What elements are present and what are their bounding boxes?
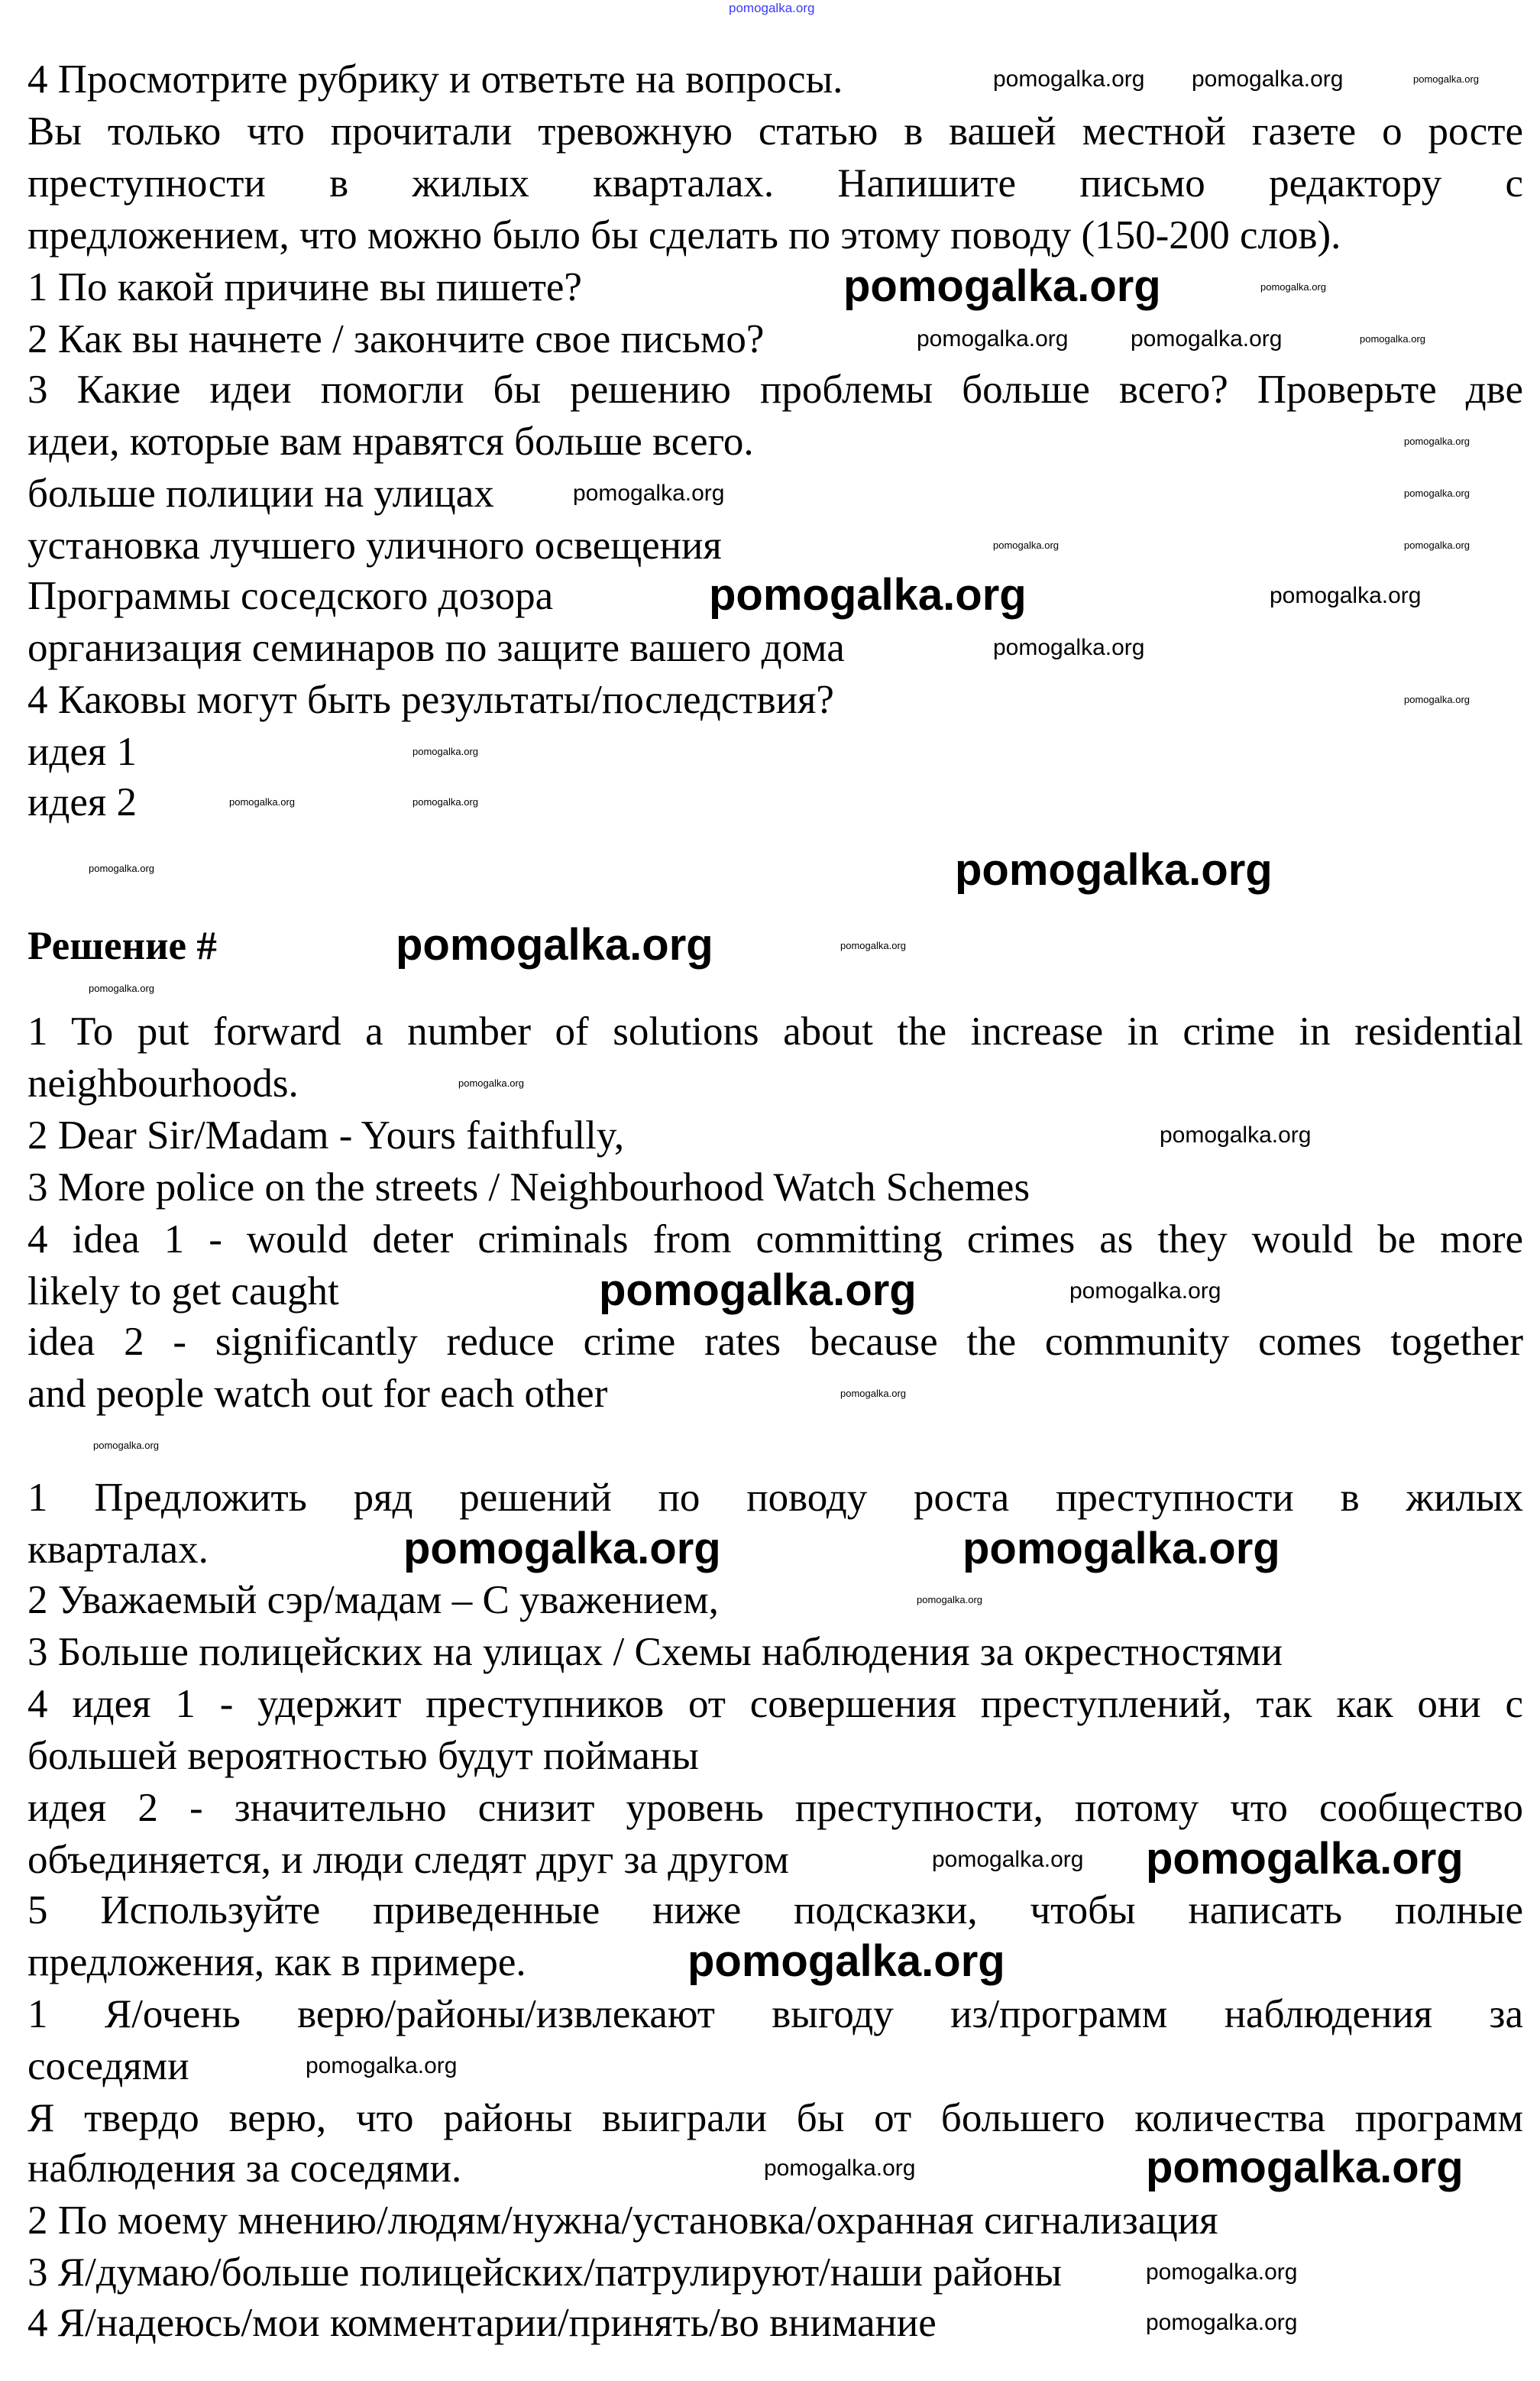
answer-line-ru: идея 2 - значительно снизит уровень преступности, потому что сообщество — [28, 1786, 1523, 1830]
watermark: pomogalka.org — [1260, 281, 1326, 293]
answer-line: 4 idea 1 - would deter criminals from committing crimes as they would be more — [28, 1217, 1523, 1262]
task-title: 4 Просмотрите рубрику и ответьте на вопросы. — [28, 57, 843, 102]
watermark: pomogalka.org — [1131, 326, 1283, 351]
watermark: pomogalka.org — [709, 570, 1027, 620]
task-line: предложением, что можно было бы сделать по этому поводу (150-200 слов). — [28, 213, 1341, 258]
watermark: pomogalka.org — [993, 635, 1145, 660]
answer-line-ru: 4 идея 1 - удержит преступников от совершения преступлений, так как они с — [28, 1682, 1523, 1726]
idea-2-label: идея 2 — [28, 780, 137, 824]
answer-line-ru: 2 Уважаемый сэр/мадам – С уважением, — [28, 1578, 719, 1622]
watermark: pomogalka.org — [1413, 73, 1479, 85]
answer-line-ru: 3 Больше полицейских на улицах / Схемы наблюдения за окрестностями — [28, 1630, 1283, 1674]
watermark: pomogalka.org — [1404, 539, 1470, 551]
question-3: 3 Какие идеи помогли бы решению проблемы больше всего? Проверьте две — [28, 368, 1523, 412]
watermark: pomogalka.org — [1270, 583, 1422, 608]
watermark: pomogalka.org — [962, 1524, 1280, 1573]
watermark: pomogalka.org — [1146, 2260, 1298, 2285]
watermark: pomogalka.org — [917, 326, 1069, 351]
option-item: установка лучшего уличного освещения — [28, 523, 722, 568]
question-1: 1 По какой причине вы пишете? — [28, 265, 582, 309]
watermark: pomogalka.org — [412, 746, 478, 757]
watermark: pomogalka.org — [1069, 1278, 1221, 1304]
watermark: pomogalka.org — [1404, 488, 1470, 499]
option-item: Программы соседского дозора — [28, 574, 554, 618]
watermark: pomogalka.org — [688, 1936, 1005, 1986]
watermark: pomogalka.org — [458, 1077, 524, 1089]
watermark: pomogalka.org — [917, 1594, 982, 1605]
watermark: pomogalka.org — [993, 539, 1059, 551]
watermark: pomogalka.org — [843, 261, 1161, 311]
answer-line-ru: объединяется, и люди следят друг за другом — [28, 1838, 789, 1882]
watermark: pomogalka.org — [306, 2053, 458, 2078]
exercise-5-line: соседями — [28, 2044, 189, 2088]
question-4: 4 Каковы могут быть результаты/последствия? — [28, 678, 834, 722]
answer-line: 3 More police on the streets / Neighbourhood Watch Schemes — [28, 1165, 1030, 1210]
answer-line: neighbourhoods. — [28, 1061, 299, 1106]
watermark: pomogalka.org — [396, 920, 713, 970]
exercise-5-title-cont: предложения, как в примере. — [28, 1940, 526, 1984]
watermark: pomogalka.org — [1404, 436, 1470, 447]
watermark: pomogalka.org — [93, 1440, 159, 1451]
task-line: преступности в жилых кварталах. Напишите письмо редактору с — [28, 161, 1523, 206]
answer-line: idea 2 - significantly reduce crime rates because the community comes together — [28, 1320, 1523, 1364]
watermark: pomogalka.org — [840, 940, 906, 951]
answer-line-ru: кварталах. — [28, 1527, 209, 1572]
option-item: организация семинаров по защите вашего дома — [28, 626, 845, 670]
exercise-5-line: наблюдения за соседями. — [28, 2146, 462, 2191]
exercise-5-line: 2 По моему мнению/людям/нужна/установка/охранная сигнализация — [28, 2198, 1218, 2243]
answer-line: 2 Dear Sir/Madam - Yours faithfully, — [28, 1113, 625, 1158]
watermark: pomogalka.org — [573, 481, 725, 506]
question-3-cont: идеи, которые вам нравятся больше всего. — [28, 420, 754, 464]
answer-line-ru: большей вероятностью будут пойманы — [28, 1734, 699, 1778]
idea-1-label: идея 1 — [28, 730, 137, 774]
exercise-5-title: 5 Используйте приведенные ниже подсказки, чтобы написать полные — [28, 1888, 1523, 1932]
watermark: pomogalka.org — [840, 1388, 906, 1399]
watermark: pomogalka.org — [1192, 66, 1344, 92]
exercise-5-line: Я твердо верю, что районы выиграли бы от большего количества программ — [28, 2096, 1523, 2140]
watermark: pomogalka.org — [932, 1847, 1084, 1872]
watermark: pomogalka.org — [1404, 694, 1470, 705]
option-item: больше полиции на улицах — [28, 471, 494, 516]
answer-line-ru: 1 Предложить ряд решений по поводу роста преступности в жилых — [28, 1476, 1523, 1520]
watermark: pomogalka.org — [993, 66, 1145, 92]
watermark: pomogalka.org — [89, 863, 154, 874]
watermark: pomogalka.org — [599, 1265, 917, 1315]
solution-heading: Решение # — [28, 924, 217, 968]
watermark: pomogalka.org — [403, 1524, 721, 1573]
watermark: pomogalka.org — [955, 845, 1273, 895]
watermark: pomogalka.org — [1160, 1122, 1312, 1148]
answer-line: likely to get caught — [28, 1269, 339, 1314]
question-2: 2 Как вы начнете / закончите свое письмо? — [28, 317, 765, 361]
watermark: pomogalka.org — [1146, 2143, 1464, 2192]
watermark: pomogalka.org — [1146, 1834, 1464, 1884]
watermark: pomogalka.org — [229, 796, 295, 808]
watermark: pomogalka.org — [729, 1, 815, 15]
exercise-5-line: 4 Я/надеюсь/мои комментарии/принять/во внимание — [28, 2301, 937, 2345]
exercise-5-line: 1 Я/очень верю/районы/извлекают выгоду из/программ наблюдения за — [28, 1992, 1523, 2036]
watermark: pomogalka.org — [1146, 2310, 1298, 2335]
watermark: pomogalka.org — [764, 2156, 916, 2181]
watermark: pomogalka.org — [89, 983, 154, 994]
watermark: pomogalka.org — [412, 796, 478, 808]
answer-line: and people watch out for each other — [28, 1372, 608, 1416]
answer-line: 1 To put forward a number of solutions about the increase in crime in residential — [28, 1009, 1523, 1054]
task-line: Вы только что прочитали тревожную статью в вашей местной газете о росте — [28, 109, 1523, 154]
exercise-5-line: 3 Я/думаю/больше полицейских/патрулируют/наши районы — [28, 2250, 1063, 2295]
watermark: pomogalka.org — [1360, 333, 1425, 345]
